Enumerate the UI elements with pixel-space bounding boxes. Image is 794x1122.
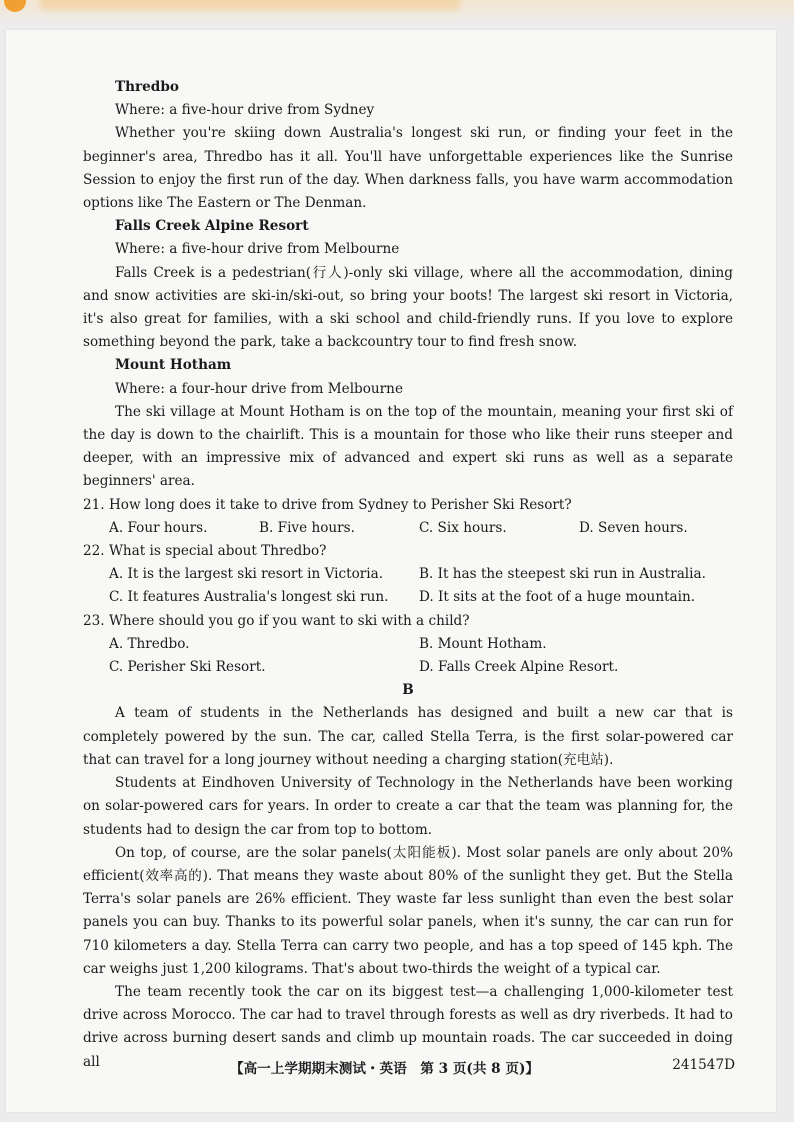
footer-code: 241547D: [672, 1057, 735, 1073]
option-21-c: C. Six hours.: [419, 519, 507, 536]
falls-title: Falls Creek Alpine Resort: [115, 218, 309, 235]
question-21-options: [83, 517, 733, 540]
question-23: 23. Where should you go if you want to ski with a child?: [83, 612, 470, 629]
option-22-b: B. It has the steepest ski run in Australia.: [419, 566, 706, 583]
passage-b-paragraph: Students at Eindhoven University of Technology in the Netherlands have been working on solar-powered cars for years. In order to create a car that the team was planning for, the students had to design the car from top to bottom.: [83, 775, 733, 838]
hotham-title: Mount Hotham: [115, 357, 232, 374]
thredbo-title: Thredbo: [115, 79, 179, 95]
option-23-b: B. Mount Hotham.: [419, 635, 547, 652]
falls-text: Falls Creek is a pedestrian(行人)-only ski village, where all the accommodation, dining and snow activities are ski-in/ski-out, so bring your boots! The largest ski resort in Victoria, it's also great for families, with a ski school and child-friendly runs. If you love to explore something beyond the park, take a backcountry tour to find fresh snow.: [83, 264, 733, 351]
passage-b-paragraph: On top, of course, are the solar panels(太阳能板). Most solar panels are only about 20% efficient(效率高的). That means they waste about 80% of the sunlight they get. But the Stella Terra's solar panels are 26% efficient. They waste far less sunlight than even the best solar panels you can buy. Thanks to its powerful solar panels, when it's sunny, the car can run for 710 kilometers a day. Stella Terra can carry two people, and has a top speed of 145 kph. The car weighs just 1,200 kilograms. That's about two-thirds the weight of a typical car.: [83, 844, 733, 977]
top-strip: [0, 0, 794, 26]
blurred-header: [40, 0, 460, 10]
passage-b-paragraph: A team of students in the Netherlands has designed and built a new car that is completely powered by the sun. The car, called Stella Terra, is the first solar-powered car that can travel for a long journey without needing a charging station(充电站).: [83, 705, 733, 768]
hotham-where: Where: a four-hour drive from Melbourne: [115, 380, 403, 397]
hotham-text: The ski village at Mount Hotham is on the top of the mountain, meaning your first ski of the day is down to the chairlift. This is a mountain for those who like their runs steeper and deeper, with an impressive mix of advanced and expert ski runs as well as a separate beginners' area.: [83, 403, 733, 490]
falls-where: Where: a five-hour drive from Melbourne: [115, 241, 400, 258]
question-22: 22. What is special about Thredbo?: [83, 543, 327, 560]
option-23-c: C. Perisher Ski Resort.: [109, 659, 266, 676]
app-logo-icon: [4, 0, 26, 12]
question-21: 21. How long does it take to drive from Sydney to Perisher Ski Resort?: [83, 496, 572, 513]
option-21-a: A. Four hours.: [109, 519, 208, 536]
thredbo-text: Whether you're skiing down Australia's longest ski run, or finding your feet in the beginner's area, Thredbo has it all. You'll have unforgettable experiences like the Sunrise Session to enjoy the first run of the day. When darkness falls, you have warm accommodation options like The Eastern or The Denman.: [83, 125, 733, 212]
option-21-d: D. Seven hours.: [579, 519, 688, 536]
question-22-options: [83, 563, 733, 609]
option-23-a: A. Thredbo.: [109, 635, 190, 652]
page-content: [83, 76, 733, 1074]
question-23-options: [83, 633, 733, 679]
option-22-c: C. It features Australia's longest ski run.: [109, 589, 389, 606]
option-23-d: D. Falls Creek Alpine Resort.: [419, 659, 619, 676]
footer-title: 【高一上学期期末测试・英语 第 3 页(共 8 页)】: [230, 1061, 539, 1077]
thredbo-where: Where: a five-hour drive from Sydney: [115, 102, 375, 119]
option-21-b: B. Five hours.: [259, 519, 355, 536]
passage-b-paragraph: The team recently took the car on its biggest test—a challenging 1,000-kilometer test drive across Morocco. The car had to travel through forests as well as dry riverbeds. It had to drive across burning desert sands and climb up mountain roads. The car succeeded in doing all: [83, 983, 733, 1070]
option-22-d: D. It sits at the foot of a huge mountain.: [419, 589, 696, 606]
section-b-heading: B: [402, 682, 414, 699]
option-22-a: A. It is the largest ski resort in Victoria.: [109, 566, 384, 583]
page-footer: [230, 1057, 735, 1077]
